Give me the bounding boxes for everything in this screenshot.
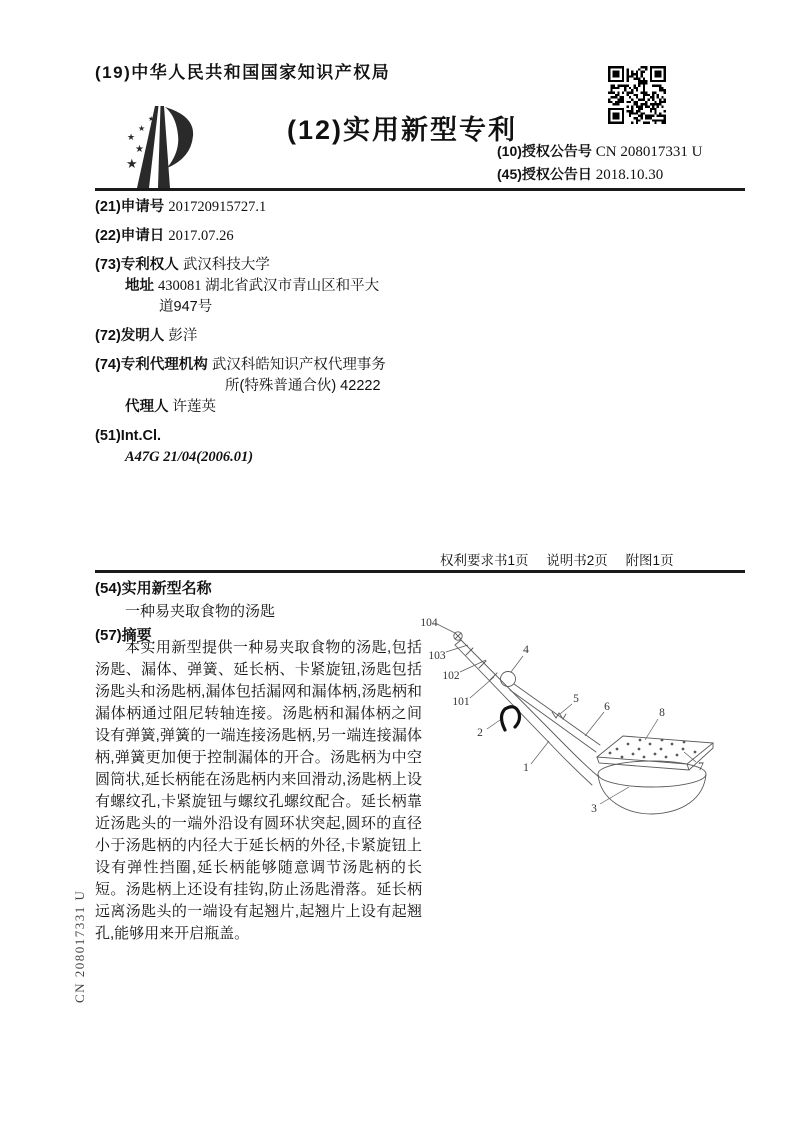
abstract-paragraph: 本实用新型提供一种易夹取食物的汤匙,包括汤匙、漏体、弹簧、延长柄、卡紧旋钮,汤匙包括汤匙头和汤匙柄,漏体包括漏网和漏体柄,汤匙柄和漏体柄通过阻尼转轴连接。汤匙柄和漏体柄之间设有弹簧,弹簧的一端连接汤匙柄,另一端连接漏体柄,弹簧更加便于控制漏体的开合。汤匙柄为中空圆筒状,延长柄能在汤匙柄内来回滑动,汤匙柄上设有螺纹孔,卡紧旋钮与螺纹孔螺纹配合。延长柄靠近汤匙头的一端外沿设有圆环状突起,圆环的直径小于汤匙柄的内径大于延长柄的外径,卡紧旋钮上设有弹性挡圈,延长柄能够随意调节汤匙柄的长短。汤匙柄上还设有挂钩,防止汤匙滑落。延长柄远离汤匙头的一端设有起翘片,起翘片上设有起翘孔,能够用来开启瓶盖。 [95, 639, 422, 942]
section-divider [95, 570, 745, 573]
application-date-row [95, 226, 451, 247]
publication-date-label: (45)授权公告日 [497, 166, 592, 182]
publication-block [497, 140, 797, 186]
star-icon: ★ [126, 157, 138, 172]
application-number-row [95, 197, 451, 218]
star-icon: ★ [148, 115, 155, 123]
invention-title: 一种易夹取食物的汤匙 [125, 603, 276, 620]
cnipa-logo-icon [120, 102, 196, 192]
publication-date-row [497, 163, 797, 186]
side-document-code: CN 208017331 U [72, 889, 87, 1003]
publication-number-label: (10)授权公告号 [497, 143, 592, 159]
figure-label-102: 102 [442, 670, 460, 682]
publication-number-value: CN 208017331 U [595, 144, 703, 160]
header-divider [95, 188, 745, 191]
address-label: 地址 [125, 278, 154, 294]
application-date-label: (22)申请日 [95, 228, 165, 244]
patentee-value: 武汉科技大学 [182, 257, 270, 273]
pages-summary [440, 549, 740, 569]
bibliographic-column [95, 197, 451, 476]
figure-label-104: 104 [420, 617, 438, 629]
patentee-label: (73)专利权人 [95, 257, 179, 273]
inventor-label: (72)发明人 [95, 328, 165, 344]
figure-label-4: 4 [523, 644, 529, 656]
star-icon: ★ [138, 124, 146, 133]
publication-number-row [497, 140, 797, 163]
qr-code-icon [608, 66, 666, 124]
abstract-label: (57)摘要 [95, 627, 152, 644]
publication-date-value: 2018.10.30 [595, 167, 664, 183]
inventor-row [95, 326, 451, 347]
document-type-title: (12)实用新型专利 [287, 115, 518, 145]
intcl-label: (51)Int.Cl. [95, 428, 162, 444]
intcl-row [95, 426, 451, 468]
patentee-row [95, 255, 451, 318]
agent-label: 代理人 [125, 399, 169, 415]
figure-label-7: 7 [698, 761, 704, 773]
abstract-text-block [95, 637, 422, 945]
application-number-label: (21)申请号 [95, 199, 165, 215]
address-line2: 道947号 [159, 299, 213, 315]
figure-label-3: 3 [591, 803, 597, 815]
agent-value: 许莲英 [172, 399, 217, 415]
agency-line1: 武汉科皓知识产权代理事务 [211, 357, 386, 373]
patent-figure [408, 598, 720, 833]
title-section-label: (54)实用新型名称 [95, 580, 212, 597]
figure-label-2: 2 [477, 727, 483, 739]
figure-label-6: 6 [604, 701, 610, 713]
figure-label-5: 5 [573, 693, 579, 705]
application-date-value: 2017.07.26 [168, 228, 234, 244]
description-pages: 说明书2页 [546, 553, 608, 568]
office-name: (19)中华人民共和国国家知识产权局 [95, 63, 391, 82]
figures-pages: 附图1页 [625, 553, 674, 568]
intcl-value: A47G 21/04(2006.01) [125, 449, 254, 465]
address-line1: 430081 湖北省武汉市青山区和平大 [158, 278, 380, 294]
agency-row [95, 355, 451, 418]
star-icon: ★ [135, 144, 144, 155]
inventor-value: 彭洋 [168, 328, 198, 344]
star-icon: ★ [127, 133, 136, 143]
figure-label-103: 103 [428, 650, 446, 662]
figure-label-1: 1 [523, 762, 529, 774]
application-number-value: 201720915727.1 [168, 199, 267, 215]
figure-label-8: 8 [659, 707, 665, 719]
figure-label-101: 101 [452, 696, 470, 708]
agency-line2: 所(特殊普通合伙) 42222 [225, 378, 381, 394]
claims-pages: 权利要求书1页 [440, 553, 529, 568]
agency-label: (74)专利代理机构 [95, 357, 208, 373]
